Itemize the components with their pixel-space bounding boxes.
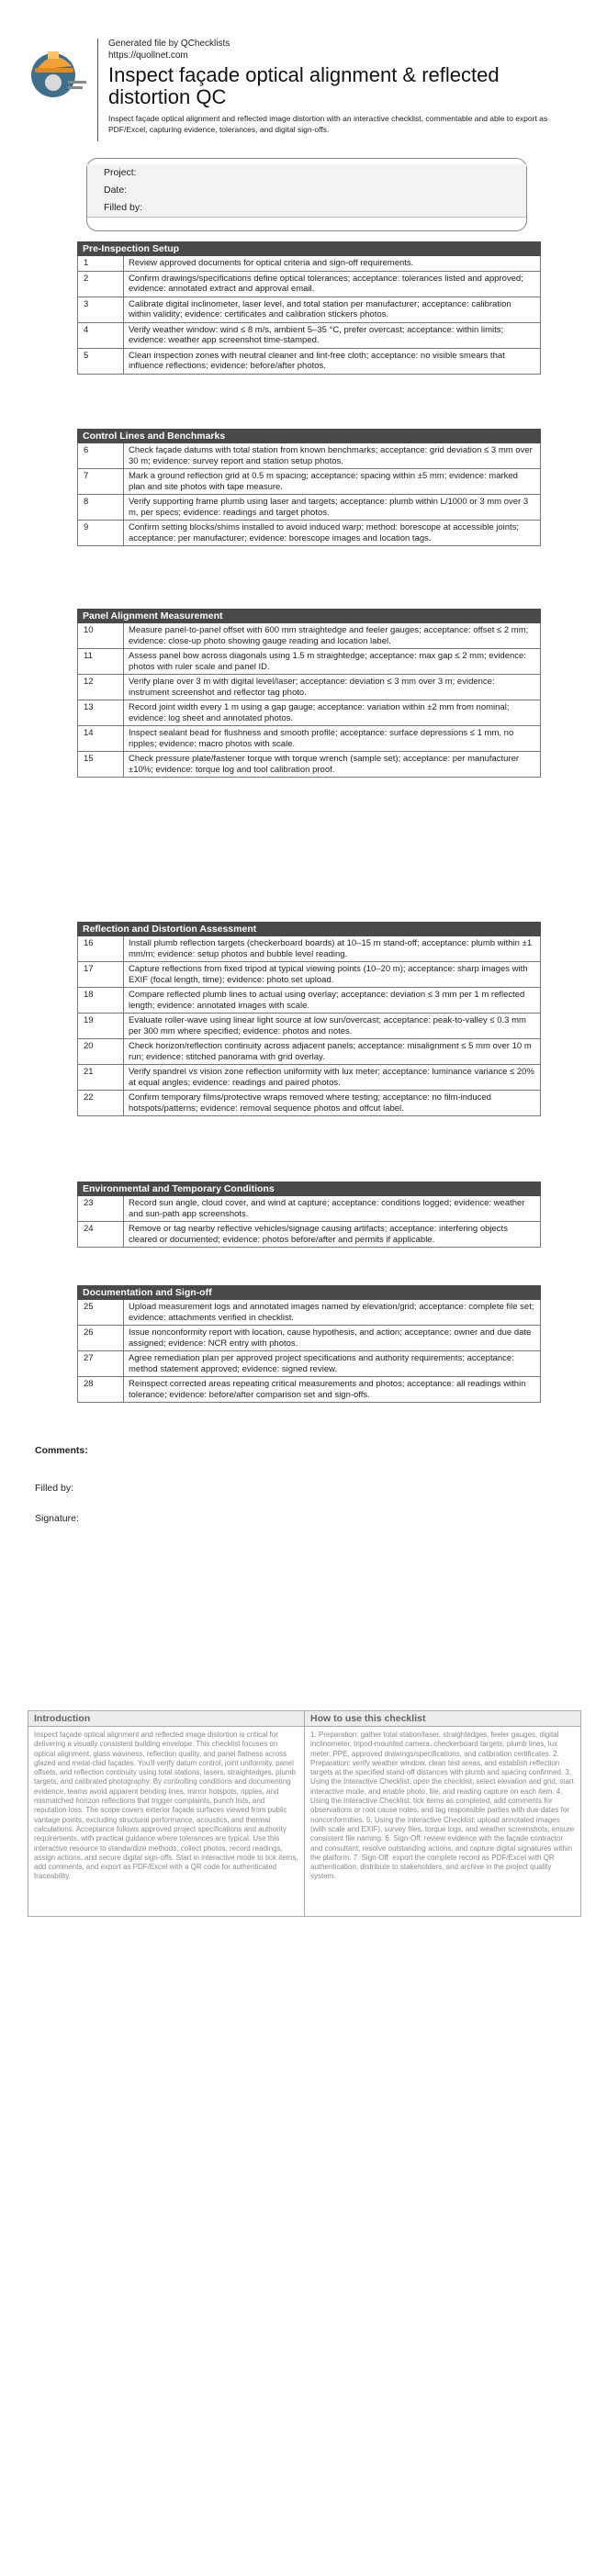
- checklist-item[interactable]: [77, 962, 541, 988]
- item-text: Issue nonconformity report with location, cause hypothesis, and action; acceptance: owner and due date assigned; evidence: NCR entry with photos.: [129, 1327, 532, 1349]
- item-number: 19: [78, 1014, 124, 1038]
- generated-by-text: Generated file by QChecklists: [108, 39, 230, 49]
- item-number: 22: [78, 1091, 124, 1115]
- item-number: 8: [78, 495, 124, 520]
- item-number: 6: [78, 443, 124, 468]
- checklist-item[interactable]: [77, 443, 541, 469]
- item-text: Capture reflections from fixed tripod at typical viewing points (10–20 m); acceptance: sharp images with EXIF (focal length, time); evidence: photo set upload.: [129, 964, 528, 985]
- item-text: Confirm temporary films/protective wraps removed where testing; acceptance: no film-induced hotspots/patterns; evidence: removal sequence photos and offcut label.: [129, 1092, 491, 1114]
- item-number: 27: [78, 1351, 124, 1376]
- introduction-card: [28, 1710, 306, 1917]
- item-number: 4: [78, 323, 124, 348]
- item-text: Mark a ground reflection grid at 0.5 m spacing; acceptance: spacing within ±5 mm; evidence: marked plan and site photos with tape measure.: [129, 471, 518, 492]
- checklist-item[interactable]: [77, 349, 541, 375]
- item-text: Record sun angle, cloud cover, and wind at capture; acceptance: conditions logged; evidence: weather and sun-path app screenshots.: [129, 1198, 525, 1219]
- signature-label: Signature:: [35, 1513, 79, 1524]
- checklist-item[interactable]: [77, 1351, 541, 1377]
- checklist-item[interactable]: [77, 752, 541, 778]
- checklist-item[interactable]: [77, 700, 541, 726]
- item-number: 1: [78, 256, 124, 271]
- section-header: Control Lines and Benchmarks: [77, 429, 541, 443]
- item-text: Calibrate digital inclinometer, laser level, and total station per manufacturer; acceptance: calibration within validity; evidence: certificates and calibration stickers photos.: [129, 298, 511, 319]
- source-url-link[interactable]: https://quollnet.com: [108, 50, 188, 61]
- item-text: Assess panel bow across diagonals using 1.5 m straightedge; acceptance: max gap ≤ 2 mm; evidence: photos with ruler scale and panel ID.: [129, 651, 526, 672]
- section-header: Panel Alignment Measurement: [77, 609, 541, 623]
- checklist-item[interactable]: [77, 1196, 541, 1222]
- section-items: [77, 1300, 541, 1403]
- item-number: 24: [78, 1222, 124, 1247]
- item-number: 28: [78, 1377, 124, 1402]
- section-header: Documentation and Sign-off: [77, 1285, 541, 1300]
- item-number: 20: [78, 1039, 124, 1064]
- item-number: 5: [78, 349, 124, 374]
- checklist-item[interactable]: [77, 936, 541, 962]
- item-text: Install plumb reflection targets (checkerboard boards) at 10–15 m stand-off; acceptance: plumb within ±1 mm/m; evidence: setup photos and bubble level reading.: [129, 938, 533, 959]
- page-description: Inspect façade optical alignment and reflected image distortion with an interactive checklist, commentable and able to export as PDF/Excel, capturing evidence, tolerances, and digital sign-offs.: [108, 114, 548, 134]
- checklist-item[interactable]: [77, 1300, 541, 1326]
- filled-by-label: Filled by:: [104, 202, 143, 213]
- section-items: [77, 1196, 541, 1248]
- item-text: Reinspect corrected areas repeating critical measurements and photos; acceptance: all readings within tolerance; evidence: before/after comparison set and sign-offs.: [129, 1379, 526, 1400]
- comments-label: Comments:: [35, 1445, 88, 1456]
- item-number: 25: [78, 1300, 124, 1325]
- checklist-item[interactable]: [77, 323, 541, 349]
- item-text: Evaluate roller-wave using linear light source at low sun/overcast; acceptance: peak-to-valley ≤ 0.3 mm per 300 mm where specified; evidence: photos and notes.: [129, 1015, 526, 1036]
- introduction-title: Introduction: [28, 1711, 305, 1727]
- item-number: 12: [78, 675, 124, 700]
- section-items: [77, 256, 541, 375]
- introduction-text: Inspect façade optical alignment and reflected image distortion is critical for delivering a visually consistent building envelope. This checklist focuses on optical alignment, glass waviness, reflection quality, and panel flatness across glazed and metal-clad façades. You'll verify datum control, joint uniformity, panel offsets, and reflection continuity using total stations, lasers, straightedges, plumb targets, and calibrated photography. By controlling conditions and documenting evidence, teams avoid apparent bending lines, mirror hotspots, ripples, and mismatched horizon reflections that trigger complaints, punch lists, and reputation loss. The scope covers exterior façade surfaces viewed from public vantage points, excluding structural performance, acoustics, and thermal calculations. Acceptance follows approved project specifications and authority requirements, with practical guidance where tolerances are typical. Use this interactive resource to standardize methods, collect photos, record readings, assign actions, and secure digital sign-offs. Start in interactive mode to tick items, add comments, and export as PDF/Excel with a QR code for authenticated traceability.: [34, 1730, 298, 1881]
- section-items: [77, 443, 541, 546]
- section-items: [77, 623, 541, 778]
- item-number: 14: [78, 726, 124, 751]
- project-info-box: [86, 158, 527, 231]
- item-number: 23: [78, 1196, 124, 1221]
- checklist-item[interactable]: [77, 256, 541, 272]
- item-text: Check horizon/reflection continuity across adjacent panels; acceptance: misalignment ≤ 5 mm over 10 m run; evidence: stitched panorama with grid overlay.: [129, 1041, 532, 1062]
- checklist-item[interactable]: [77, 1326, 541, 1351]
- checklist-item[interactable]: [77, 988, 541, 1014]
- project-label: Project:: [104, 167, 137, 178]
- item-number: 9: [78, 521, 124, 545]
- date-label: Date:: [104, 185, 128, 196]
- checklist-item[interactable]: [77, 623, 541, 649]
- item-text: Upload measurement logs and annotated images named by elevation/grid; acceptance: complete file set; evidence: attachments verified in checklist.: [129, 1302, 534, 1323]
- item-number: 2: [78, 272, 124, 297]
- item-text: Inspect sealant bead for flushness and smooth profile; acceptance: surface depressions ≤ 1 mm, no ripples; evidence: macro photos with scale.: [129, 728, 514, 749]
- item-text: Measure panel-to-panel offset with 600 mm straightedge and feeler gauges; acceptance: offset ≤ 2 mm; evidence: close-up photo showing gauge reading and location label.: [129, 625, 529, 646]
- item-number: 11: [78, 649, 124, 674]
- section-header: Environmental and Temporary Conditions: [77, 1182, 541, 1196]
- company-logo: [28, 39, 92, 103]
- checklist-item[interactable]: [77, 649, 541, 675]
- checklist-item[interactable]: [77, 297, 541, 323]
- item-text: Check pressure plate/fastener torque with torque wrench (sample set); acceptance: per manufacturer ±10%; evidence: torque log and tool calibration proof.: [129, 754, 520, 775]
- item-text: Check façade datums with total station from known benchmarks; acceptance: grid deviation ≤ 3 mm over 30 m; evidence: survey report and station setup photos.: [129, 445, 533, 466]
- item-text: Agree remediation plan per approved project specifications and authority requirements; acceptance: method statement approved; evidence: signed review.: [129, 1353, 514, 1374]
- header-divider: [97, 39, 98, 141]
- checklist-item[interactable]: [77, 675, 541, 700]
- checklist-item[interactable]: [77, 1091, 541, 1116]
- item-number: 7: [78, 469, 124, 494]
- checklist-item[interactable]: [77, 1065, 541, 1091]
- checklist-item[interactable]: [77, 469, 541, 495]
- item-number: 21: [78, 1065, 124, 1090]
- item-text: Clean inspection zones with neutral cleaner and lint-free cloth; acceptance: no visible smears that influence reflections; evidence: before/after photos.: [129, 350, 505, 371]
- item-number: 17: [78, 962, 124, 987]
- section-items: [77, 936, 541, 1116]
- how-to-use-card: [304, 1710, 581, 1917]
- how-to-use-title: How to use this checklist: [305, 1711, 580, 1727]
- section-header: Pre-Inspection Setup: [77, 241, 541, 256]
- item-text: Compare reflected plumb lines to actual using overlay; acceptance: deviation ≤ 3 mm per 1 m reflected length; evidence: annotated images with scale.: [129, 990, 525, 1011]
- item-text: Record joint width every 1 m using a gap gauge; acceptance: variation within ±2 mm from nominal; evidence: log sheet and annotated photos.: [129, 702, 510, 723]
- item-number: 16: [78, 936, 124, 961]
- item-number: 18: [78, 988, 124, 1013]
- checklist-item[interactable]: [77, 1377, 541, 1403]
- section-header: Reflection and Distortion Assessment: [77, 922, 541, 936]
- date-field[interactable]: [87, 182, 526, 200]
- how-to-use-text: 1. Preparation: gather total station/laser, straightedges, feeler gauges, digital inclinometer, tripod-mounted camera, checkerboard targets, plumb lines, lux meter, PPE, approved drawings/specifications, and calibration certificates. 2. Preparation: verify weather window, clean test areas, and establish reflection targets at the specified stand-off distances with plumb and spacing confirmed. 3. Using the Interactive Checklist: open the checklist, select elevation and grid, start interactive mode, and enable photo, file, and reading capture on each item. 4. Using the Interactive Checklist: tick items as completed, add comments for observations or root cause notes, and tag responsible parties with due dates for nonconformities. 5. Using the Interactive Checklist: upload annotated images (with scale and EXIF), survey files, torque logs, and weather screenshots; ensure consistent file naming. 6. Sign-Off: review evidence with the façade contractor and consultant; resolve outstanding actions, and capture digital signatures within the platform. 7. Sign-Off: export the complete record as PDF/Excel with QR authentication, distribute to stakeholders, and archive in the project quality system.: [310, 1730, 575, 1881]
- item-number: 13: [78, 700, 124, 725]
- item-number: 3: [78, 297, 124, 322]
- checklist-item[interactable]: [77, 272, 541, 297]
- checklist-item[interactable]: [77, 495, 541, 521]
- checklist-item[interactable]: [77, 1222, 541, 1248]
- item-text: Remove or tag nearby reflective vehicles/signage causing artifacts; acceptance: interfering objects cleared or documented; evidence: photos before/after and permits if applicable.: [129, 1224, 508, 1245]
- project-field[interactable]: [87, 164, 526, 183]
- item-number: 15: [78, 752, 124, 777]
- page-title: Inspect façade optical alignment & reflected distortion QC: [108, 63, 500, 108]
- item-text: Verify supporting frame plumb using laser and targets; acceptance: plumb within L/1000 or 3 mm over 3 m, per specs; evidence: readings and target photos.: [129, 497, 529, 518]
- item-text: Verify weather window: wind ≤ 8 m/s, ambient 5–35 °C, prefer overcast; acceptance: within limits; evidence: weather app screenshot time-stamped.: [129, 324, 504, 345]
- item-text: Verify plane over 3 m with digital level/laser; acceptance: deviation ≤ 3 mm over 3 m; evidence: instrument screenshot and reflector tag photo.: [129, 677, 495, 698]
- filled-by-footer-label: Filled by:: [35, 1483, 74, 1494]
- item-number: 26: [78, 1326, 124, 1350]
- item-number: 10: [78, 623, 124, 648]
- checklist-item[interactable]: [77, 521, 541, 546]
- item-text: Review approved documents for optical criteria and sign-off requirements.: [129, 258, 414, 268]
- filled-by-field[interactable]: [87, 199, 526, 218]
- item-text: Confirm drawings/specifications define optical tolerances; acceptance: tolerances listed and approved; evidence: annotated extract and approval email.: [129, 273, 523, 294]
- checklist-item[interactable]: [77, 1014, 541, 1039]
- item-text: Verify spandrel vs vision zone reflection uniformity with lux meter; acceptance: luminance variance ≤ 20% at equal angles; evidence: readings and paired photos.: [129, 1067, 534, 1088]
- checklist-item[interactable]: [77, 726, 541, 752]
- checklist-item[interactable]: [77, 1039, 541, 1065]
- item-text: Confirm setting blocks/shims installed to avoid induced warp; method: borescope at accessible joints; acceptance: per manufacturer; evidence: borescope images and location tags.: [129, 522, 520, 543]
